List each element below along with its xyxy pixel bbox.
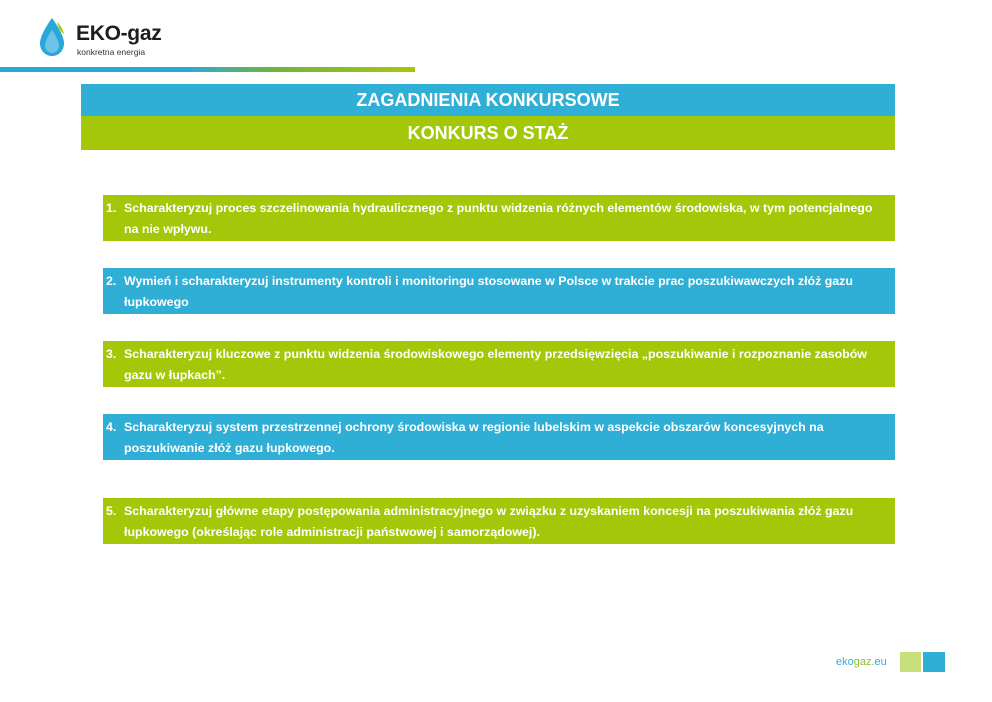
banner-subtitle: KONKURS O STAŻ — [81, 116, 895, 150]
topic-text: Wymień i scharakteryzuj instrumenty kontroli i monitoringu stosowane w Polsce w trakcie prac poszukiwawczych złóż gazu łupkowego — [124, 274, 853, 309]
eko-gaz-logo — [36, 16, 176, 60]
footer-blue-square — [923, 652, 945, 672]
footer-url-domain: .eu — [871, 656, 887, 668]
topic-item-5 — [103, 498, 895, 544]
water-drop-icon — [36, 16, 68, 58]
topic-number: 5. — [106, 504, 117, 518]
topic-text: Scharakteryzuj system przestrzennej ochrony środowiska w regionie lubelskim w aspekcie obszarów koncesyjnych na poszukiwanie złóż gazu łupkowego. — [124, 420, 824, 455]
topic-number: 4. — [106, 420, 117, 434]
footer-url-eko: eko — [836, 656, 854, 668]
topic-item-4 — [103, 414, 895, 460]
header-divider — [0, 67, 415, 72]
footer-website-link[interactable] — [836, 656, 887, 668]
topic-item-1 — [103, 195, 895, 241]
topic-item-2 — [103, 268, 895, 314]
topic-number: 2. — [106, 274, 117, 288]
topic-item-3 — [103, 341, 895, 387]
logo-title: EKO-gaz — [76, 22, 162, 45]
banner-title: ZAGADNIENIA KONKURSOWE — [81, 84, 895, 116]
topic-text: Scharakteryzuj kluczowe z punktu widzenia środowiskowego elementy przedsięwzięcia „poszukiwanie i rozpoznanie zasobów gazu w łupkach”. — [124, 347, 867, 382]
topic-text: Scharakteryzuj główne etapy postępowania administracyjnego w związku z uzyskaniem koncesji na poszukiwania złóż gazu łupkowego (określając role administracji państwowej i samorządowej). — [124, 504, 854, 539]
footer-green-square — [900, 652, 921, 672]
logo-subtitle: konkretna energia — [77, 47, 146, 57]
footer-url-gaz: gaz — [853, 656, 872, 668]
topic-number: 3. — [106, 347, 117, 361]
topic-text: Scharakteryzuj proces szczelinowania hydraulicznego z punktu widzenia różnych elementów środowiska, w tym potencjalnego na nie wpływu. — [124, 201, 873, 236]
topic-number: 1. — [106, 201, 117, 215]
